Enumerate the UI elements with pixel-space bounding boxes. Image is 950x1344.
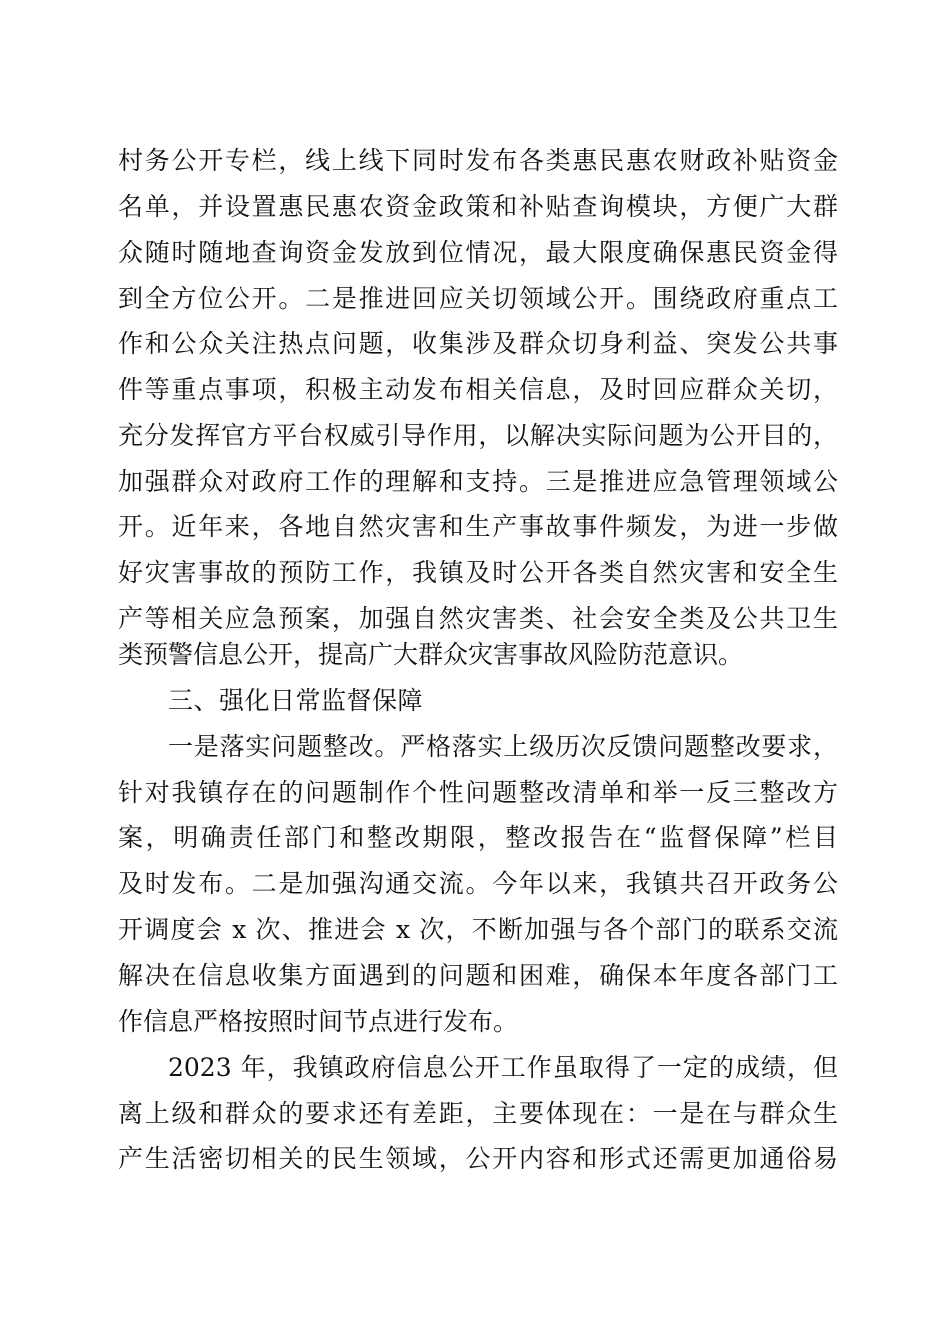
paragraph-line-23: 产生活密切相关的民生领域，公开内容和形式还需更加通俗易 — [118, 1144, 838, 1173]
paragraph-line-11: 产等相关应急预案，加强自然灾害类、社会安全类及公共卫生 — [118, 604, 838, 633]
paragraph-line-17: 及时发布。二是加强沟通交流。今年以来，我镇共召开政务公 — [118, 869, 838, 898]
paragraph-line-1: 村务公开专栏，线上线下同时发布各类惠民惠农财政补贴资金 — [118, 146, 838, 175]
paragraph-line-4: 到全方位公开。二是推进回应关切领域公开。围绕政府重点工 — [118, 284, 838, 313]
paragraph-line-20: 作信息严格按照时间节点进行发布。 — [118, 1007, 519, 1036]
paragraph-line-9: 开。近年来，各地自然灾害和生产事故事件频发，为进一步做 — [118, 512, 838, 541]
paragraph-line-5: 作和公众关注热点问题，收集涉及群众切身利益、突发公共事 — [118, 329, 838, 358]
paragraph-line-7: 充分发挥官方平台权威引导作用，以解决实际问题为公开目的， — [118, 421, 838, 450]
paragraph-line-8: 加强群众对政府工作的理解和支持。三是推进应急管理领域公 — [118, 467, 838, 496]
paragraph-line-18: 开调度会 x 次、推进会 x 次，不断加强与各个部门的联系交流 — [118, 915, 838, 944]
paragraph-line-12: 类预警信息公开，提高广大群众灾害事故风险防范意识。 — [118, 640, 744, 669]
paragraph-line-15: 针对我镇存在的问题制作个性问题整改清单和举一反三整改方 — [118, 778, 838, 807]
paragraph-line-3: 众随时随地查询资金发放到位情况，最大限度确保惠民资金得 — [118, 238, 838, 267]
paragraph-line-22: 离上级和群众的要求还有差距，主要体现在：一是在与群众生 — [118, 1099, 838, 1128]
paragraph-line-10: 好灾害事故的预防工作，我镇及时公开各类自然灾害和安全生 — [118, 558, 838, 587]
paragraph-line-16: 案，明确责任部门和整改期限，整改报告在“监督保障”栏目 — [118, 823, 838, 852]
section-heading: 三、强化日常监督保障 — [168, 686, 424, 715]
paragraph-line-21: 2023 年，我镇政府信息公开工作虽取得了一定的成绩，但 — [168, 1053, 838, 1082]
paragraph-line-19: 解决在信息收集方面遇到的问题和困难，确保本年度各部门工 — [118, 961, 838, 990]
paragraph-line-2: 名单，并设置惠民惠农资金政策和补贴查询模块，方便广大群 — [118, 192, 838, 221]
paragraph-line-6: 件等重点事项，积极主动发布相关信息，及时回应群众关切， — [118, 375, 838, 404]
paragraph-line-14: 一是落实问题整改。严格落实上级历次反馈问题整改要求， — [168, 732, 838, 761]
